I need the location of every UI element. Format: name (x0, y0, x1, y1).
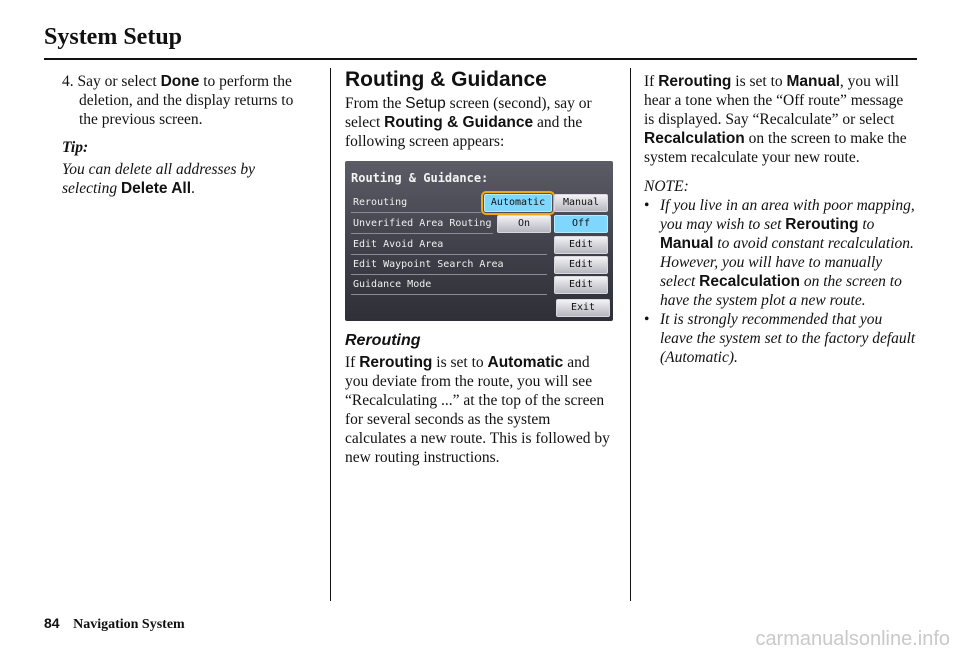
manual-term: Manual (660, 235, 714, 252)
footer-label: Navigation System (73, 617, 185, 632)
step-text-pre: Say or select (77, 73, 157, 90)
setup-term: Setup (405, 95, 446, 112)
tip-text-post: . (191, 180, 195, 197)
rerouting-subheading: Rerouting (345, 332, 421, 349)
screen-row-waypoint: Edit Waypoint Search Area (351, 256, 547, 275)
edit-waypoint-button[interactable]: Edit (554, 256, 608, 274)
delete-all-term: Delete All (120, 180, 192, 197)
left-column (62, 72, 312, 198)
screen-row-avoid-area: Edit Avoid Area (351, 236, 547, 255)
note-bullet-1: • If you live in an area with poor mapping, you may wish to set Rerouting to Manual to avoid constant recalculation. However, you will have to manually select Recalculation on the screen to have the system plot a new route. (644, 197, 915, 309)
manual-paragraph: If Rerouting is set to Manual, you will hear a tone when the “Off route” message is displayed. Say “Recalculate” or select Recalculation on the screen to make the system recalculate your new route. (644, 73, 907, 166)
rerouting-term: Rerouting (658, 73, 732, 90)
edit-guidance-button[interactable]: Edit (554, 276, 608, 294)
edit-avoid-button[interactable]: Edit (554, 236, 608, 254)
routing-guidance-term: Routing & Guidance (384, 114, 534, 131)
intro-paragraph: From the Setup screen (second), say or select Routing & Guidance and the following screen appears: (345, 95, 592, 150)
page-title: System Setup (44, 24, 183, 50)
screen-row-guidance-mode: Guidance Mode (351, 276, 547, 295)
screen-row-rerouting: Rerouting (351, 194, 481, 213)
nav-screen-image (345, 161, 613, 321)
column-divider-left (330, 68, 331, 601)
column-divider-right (630, 68, 631, 601)
rerouting-paragraph: If Rerouting is set to Automatic and you deviate from the route, you will see “Recalculating ...” at the top of the screen for several seconds as the system calculates a new route. This is followed by new routing instructions. (345, 354, 610, 466)
right-column (644, 72, 916, 367)
manual-term: Manual (786, 73, 840, 90)
step-text-post: to perform the deletion, and the display returns to the previous screen. (79, 73, 294, 128)
recalculation-term: Recalculation (644, 130, 745, 147)
watermark: carmanualsonline.info (755, 628, 950, 650)
middle-column (345, 70, 615, 467)
off-button[interactable]: Off (554, 215, 608, 233)
tip-label: Tip: (62, 139, 89, 156)
manual-button[interactable]: Manual (554, 194, 608, 212)
done-term: Done (160, 73, 200, 90)
recalculation-term: Recalculation (699, 273, 800, 290)
header-rule (44, 58, 917, 60)
bullet-mark: • (644, 197, 650, 214)
section-heading: Routing & Guidance (345, 68, 547, 91)
tip-text-pre: You can delete all addresses by selecting (62, 161, 256, 197)
bullet-mark: • (644, 311, 650, 328)
footer (44, 615, 185, 633)
screen-row-unverified: Unverified Area Routing (351, 215, 493, 234)
page-number: 84 (44, 615, 60, 631)
tip-text (62, 160, 312, 198)
exit-button[interactable]: Exit (556, 299, 610, 317)
screen-title: Routing & Guidance: (351, 171, 489, 185)
step-number: 4. (62, 73, 74, 90)
rerouting-term: Rerouting (359, 354, 433, 371)
on-button[interactable]: On (497, 215, 551, 233)
note-bullet-2: • It is strongly recommended that you leave the system set to the factory default (Automatic). (644, 311, 916, 366)
automatic-button[interactable]: Automatic (484, 194, 552, 212)
automatic-term: Automatic (487, 354, 564, 371)
note-label: NOTE: (644, 178, 689, 195)
step-4 (62, 72, 312, 129)
rerouting-term: Rerouting (785, 216, 859, 233)
